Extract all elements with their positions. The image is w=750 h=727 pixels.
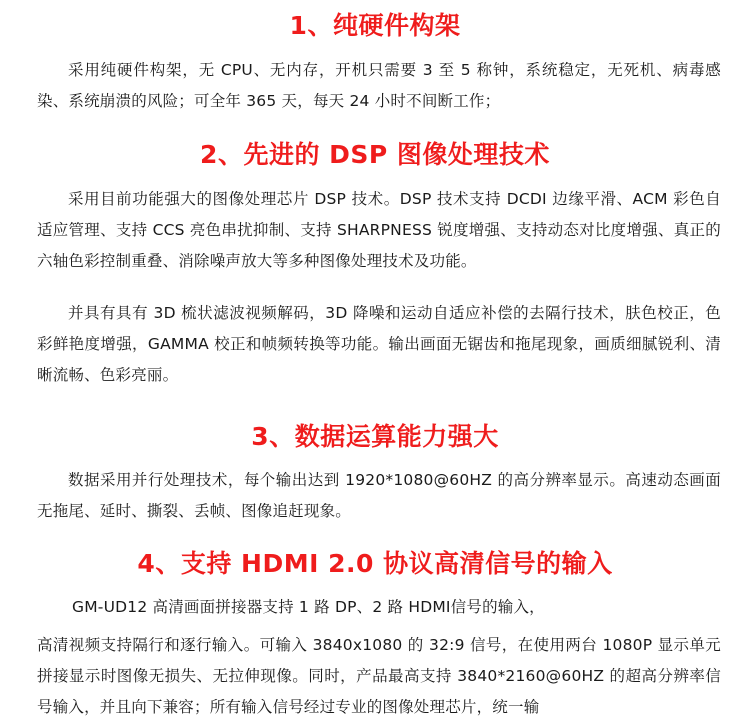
- section-1-heading: 1、纯硬件构架: [289, 11, 461, 40]
- section-2-heading: 2、先进的 DSP 图像处理技术: [200, 140, 550, 169]
- section-2-paragraph-1: 采用目前功能强大的图像处理芯片 DSP 技术。DSP 技术支持 DCDI 边缘平滑、ACM 彩色自适应管理、支持 CCS 亮色串扰抑制、支持 SHARPNESS 锐度增强、支持动态对比度增强、真正的六轴色彩控制重叠、消除噪声放大等多种图像处理技术及功能。: [37, 190, 721, 270]
- section-2-paragraph-2: 并具有具有 3D 梳状滤波视频解码，3D 降噪和运动自适应补偿的去隔行技术，肤色校正，色彩鲜艳度增强，GAMMA 校正和帧频转换等功能。输出画面无锯齿和拖尾现象，画质细腻锐利、清晰流畅、色彩亮丽。: [37, 304, 721, 384]
- section-4-heading: 4、支持 HDMI 2.0 协议高清信号的输入: [137, 549, 613, 578]
- section-1-paragraph-1: 采用纯硬件构架，无 CPU、无内存，开机只需要 3 至 5 称钟，系统稳定，无死机、病毒感染、系统崩溃的风险；可全年 365 天，每天 24 小时不间断工作；: [37, 61, 721, 110]
- section-4-paragraph-1: 高清视频支持隔行和逐行输入。可输入 3840x1080 的 32:9 信号，在使用两台 1080P 显示单元拼接显示时图像无损失、无拉伸现像。同时，产品最高支持 3840*2160@60HZ 的超高分辨率信号输入，并且向下兼容；所有输入信号经过专业的图像处理芯片，统一输: [37, 636, 721, 716]
- section-4-first-line: GM-UD12 高清画面拼接器支持 1 路 DP、2 路 HDMI信号的输入，: [72, 598, 545, 616]
- section-3-paragraph-1: 数据采用并行处理技术，每个输出达到 1920*1080@60HZ 的高分辨率显示。高速动态画面无拖尾、延时、撕裂、丢帧、图像追赶现象。: [37, 471, 721, 520]
- section-3-heading: 3、数据运算能力强大: [251, 422, 499, 451]
